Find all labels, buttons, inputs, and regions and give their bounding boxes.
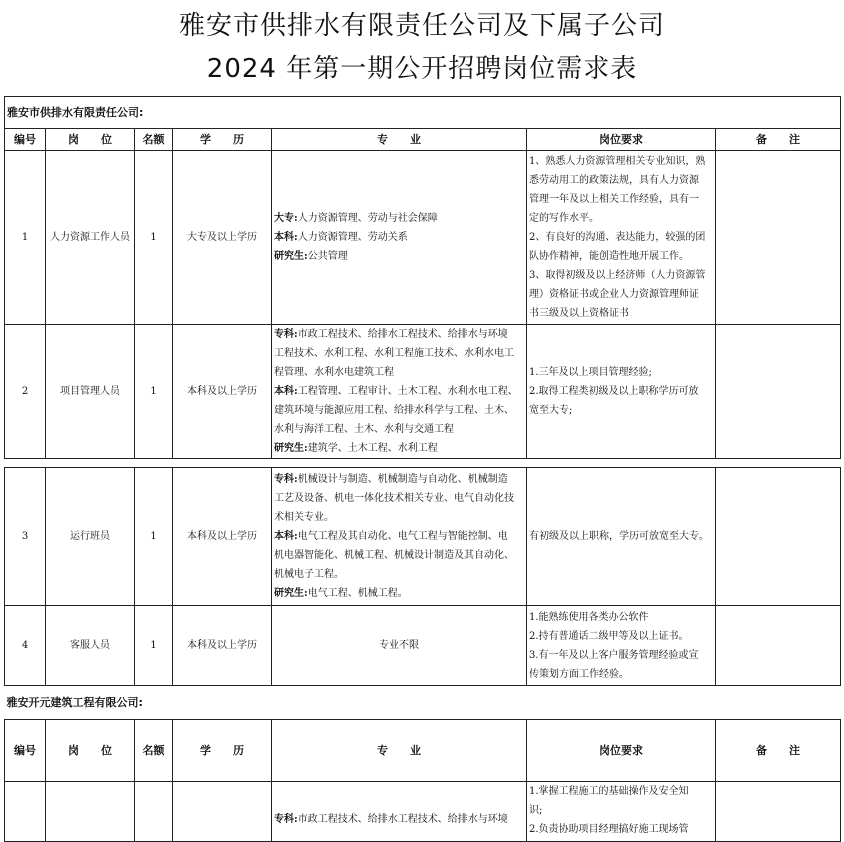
- cell-post: 运行班员: [46, 468, 135, 606]
- company-section-title: 雅安市供排水有限责任公司:: [5, 97, 841, 129]
- cell-post: 客服人员: [46, 606, 135, 686]
- cell-requirements: [527, 782, 716, 842]
- header-no: 编号: [5, 720, 46, 782]
- req-line: 传策划方面工作经验。: [529, 668, 629, 680]
- cell-education: [173, 782, 272, 842]
- job-table-continued: [4, 467, 841, 842]
- major-line: 机械电子工程。: [274, 569, 344, 580]
- major-line: 水利与海洋工程、土木、水利与交通工程: [274, 424, 454, 435]
- major-line: 本科:电气工程及其自动化、电气工程与智能控制、电: [274, 531, 508, 542]
- req-line: 3、取得初级及以上经济师（人力资源管: [529, 270, 706, 281]
- header-count: 名额: [135, 720, 173, 782]
- header-no: 编号: [5, 129, 46, 151]
- major-line: 建筑环境与能源应用工程、给排水科学与工程、土木、: [274, 405, 514, 416]
- header-requirements: 岗位要求: [527, 720, 716, 782]
- page-title-line1: 雅安市供排水有限责任公司及下属子公司: [178, 11, 665, 41]
- cell-major: [272, 151, 527, 325]
- cell-no: 4: [5, 606, 46, 686]
- req-line: 定的写作水平。: [529, 213, 599, 224]
- cell-education: 本科及以上学历: [173, 468, 272, 606]
- cell-education: 本科及以上学历: [173, 606, 272, 686]
- major-line: 机电器智能化、机械工程、机械设计制造及其自动化、: [274, 550, 514, 561]
- major-line: 专科:市政工程技术、给排水工程技术、给排水与环境: [274, 814, 508, 825]
- major-line: 研究生:建筑学、土木工程、水利工程: [274, 443, 438, 454]
- cell-requirements: [527, 151, 716, 325]
- req-line: 1.三年及以上项目管理经验;: [529, 367, 652, 378]
- major-line: 本科:工程管理、工程审计、土木工程、水利水电工程、: [274, 386, 518, 397]
- cell-major: [272, 325, 527, 459]
- cell-no: 2: [5, 325, 46, 459]
- cell-no: 3: [5, 468, 46, 606]
- cell-post: 项目管理人员: [46, 325, 135, 459]
- major-line: 专科:市政工程技术、给排水工程技术、给排水与环境: [274, 329, 508, 340]
- header-notes: 备 注: [716, 129, 841, 151]
- req-line: 3.有一年及以上客户服务管理经验或宣: [529, 649, 699, 661]
- major-line: 研究生:电气工程、机械工程。: [274, 588, 408, 599]
- cell-no: 1: [5, 151, 46, 325]
- req-line: 队协作精神，能创造性地开展工作。: [529, 251, 689, 262]
- major-line: 工程技术、水利工程、水利工程施工技术、水利水电工: [274, 348, 514, 359]
- cell-no: [5, 782, 46, 842]
- cell-notes: [716, 782, 841, 842]
- req-line: 识;: [529, 805, 543, 816]
- header-post: 岗 位: [46, 720, 135, 782]
- req-line: 理）资格证书或企业人力资源管理师证: [529, 289, 699, 300]
- cell-count: [135, 782, 173, 842]
- req-line: 2.取得工程类初级及以上职称学历可放: [529, 386, 699, 397]
- major-line: 本科:人力资源管理、劳动关系: [274, 232, 408, 243]
- cell-post: 人力资源工作人员: [46, 151, 135, 325]
- header-education: 学 历: [173, 720, 272, 782]
- req-line: 宽至大专;: [529, 405, 573, 416]
- table-row: [5, 151, 841, 325]
- req-line: 管理一年及以上相关工作经验，具有一: [529, 194, 699, 205]
- major-line: 程管理、水利水电建筑工程: [274, 367, 394, 378]
- cell-requirements: [527, 468, 716, 606]
- cell-count: 1: [135, 325, 173, 459]
- req-line: 2、有良好的沟通、表达能力，较强的团: [529, 232, 706, 243]
- cell-notes: [716, 606, 841, 686]
- req-line: 悉劳动用工的政策法规，具有人力资源: [529, 175, 699, 186]
- cell-count: 1: [135, 151, 173, 325]
- header-major: 专 业: [272, 129, 527, 151]
- cell-count: 1: [135, 606, 173, 686]
- table-row: [5, 606, 841, 686]
- cell-major: [272, 782, 527, 842]
- req-line: 2.负责协助项目经理搞好施工现场管: [529, 824, 689, 835]
- req-line: 有初级及以上职称，学历可放宽至大专。: [529, 531, 709, 542]
- cell-requirements: [527, 606, 716, 686]
- header-count: 名额: [135, 129, 173, 151]
- major-line: 专科:机械设计与制造、机械制造与自动化、机械制造: [274, 474, 508, 485]
- header-education: 学 历: [173, 129, 272, 151]
- table-row: [5, 468, 841, 606]
- req-line: 1、熟悉人力资源管理相关专业知识，熟: [529, 156, 706, 167]
- cell-post: [46, 782, 135, 842]
- cell-notes: [716, 325, 841, 459]
- cell-count: 1: [135, 468, 173, 606]
- header-notes: 备 注: [716, 720, 841, 782]
- major-line: 工艺及设备、机电一体化技术相关专业、电气自动化技: [274, 493, 514, 504]
- req-line: 1.能熟练使用各类办公软件: [529, 611, 649, 623]
- header-post: 岗 位: [46, 129, 135, 151]
- cell-education: 大专及以上学历: [173, 151, 272, 325]
- cell-requirements: [527, 325, 716, 459]
- header-major: 专 业: [272, 720, 527, 782]
- major-line: 术相关专业。: [274, 512, 334, 523]
- req-line: 1.掌握工程施工的基础操作及安全知: [529, 786, 689, 797]
- req-line: 2.持有普通话二级甲等及以上证书。: [529, 630, 689, 642]
- company-section-title: 雅安开元建筑工程有限公司:: [5, 686, 841, 720]
- header-requirements: 岗位要求: [527, 129, 716, 151]
- table-row: [5, 325, 841, 459]
- cell-education: 本科及以上学历: [173, 325, 272, 459]
- cell-notes: [716, 151, 841, 325]
- cell-notes: [716, 468, 841, 606]
- major-line: 研究生:公共管理: [274, 251, 348, 262]
- page-title-line2: 2024 年第一期公开招聘岗位需求表: [206, 54, 638, 84]
- job-table-company1: [4, 96, 841, 459]
- req-line: 书三级及以上资格证书: [529, 308, 629, 319]
- cell-major: [272, 468, 527, 606]
- table-row: [5, 782, 841, 842]
- cell-major: 专业不限: [272, 606, 527, 686]
- major-line: 大专:人力资源管理、劳动与社会保障: [274, 213, 438, 224]
